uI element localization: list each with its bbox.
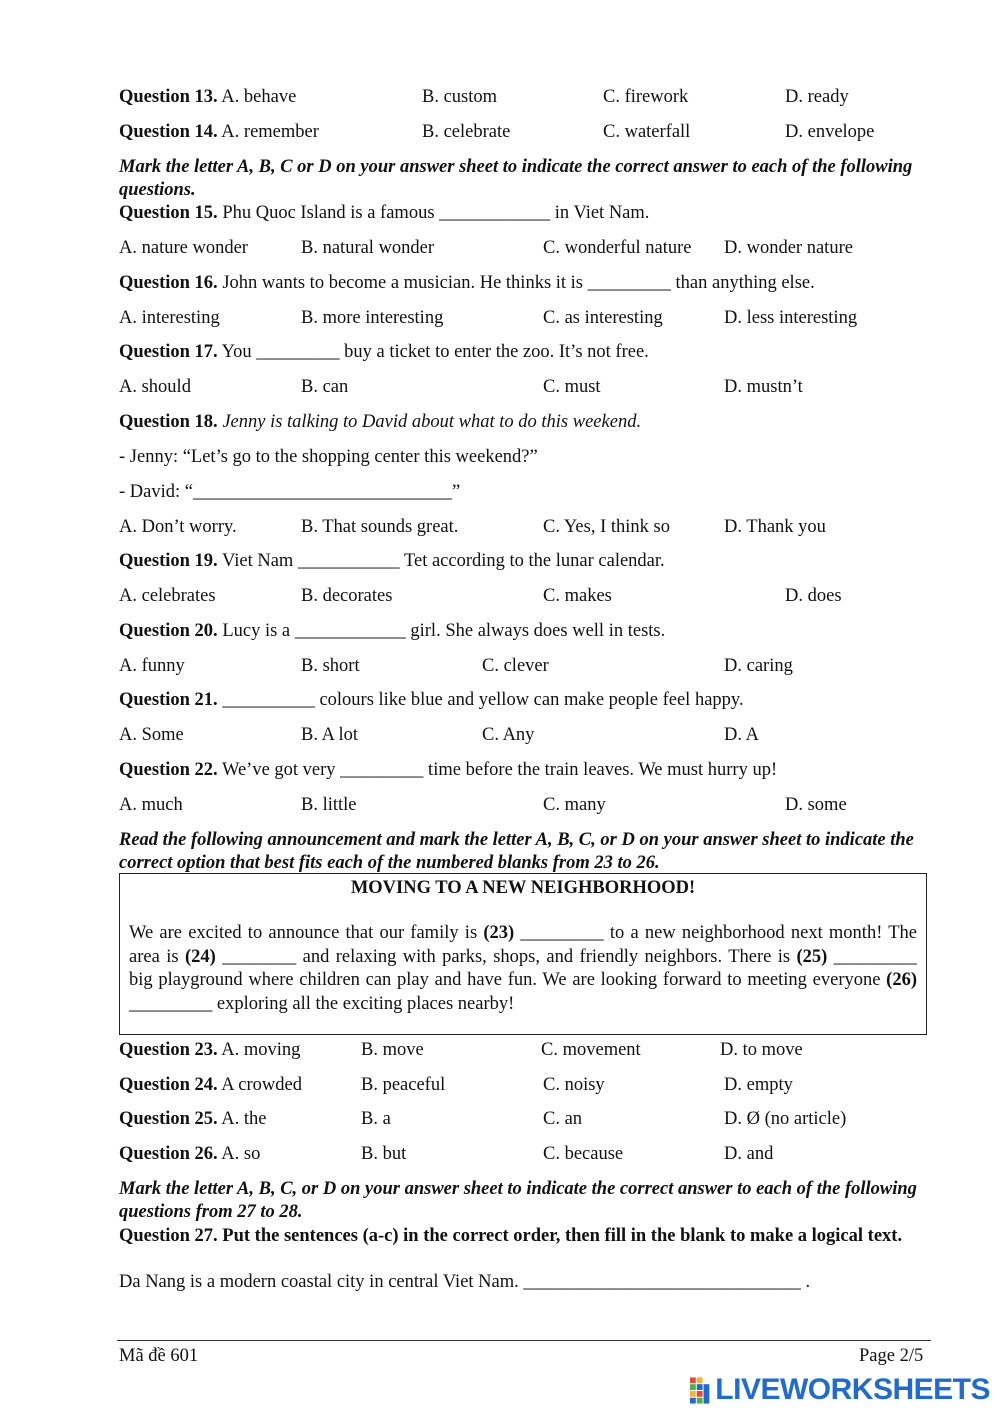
- option-b[interactable]: B. celebrate: [422, 122, 511, 142]
- question-16: [119, 273, 815, 294]
- question-23: [119, 1040, 300, 1061]
- question-15: [119, 203, 649, 224]
- option-d[interactable]: D. Ø (no article): [724, 1109, 847, 1129]
- passage-sentence: _________ big playground where children can play and have fun. We are looking forward to meeting everyone: [129, 946, 918, 990]
- question-number: Question 16.: [119, 273, 218, 293]
- question-20: [119, 621, 665, 642]
- option-c[interactable]: C. as interesting: [543, 308, 663, 328]
- question-text: You _________ buy a ticket to enter the zoo. It’s not free.: [221, 342, 649, 362]
- question-27-title: Question 27. Put the sentences (a-c) in the correct order, then fill in the blank to make a logical text.: [119, 1226, 903, 1246]
- page-number: Page 2/5: [859, 1346, 924, 1366]
- question-text: John wants to become a musician. He thinks it is _________ than anything else.: [222, 273, 815, 293]
- question-14: [119, 122, 319, 143]
- question-number: Question 23.: [119, 1040, 218, 1060]
- option-c[interactable]: C. many: [543, 795, 606, 815]
- option-d[interactable]: D. and: [724, 1144, 774, 1164]
- option-a[interactable]: A. nature wonder: [119, 238, 248, 258]
- question-24: [119, 1075, 302, 1096]
- option-a[interactable]: A. moving: [221, 1040, 301, 1060]
- option-d[interactable]: D. Thank you: [724, 517, 826, 537]
- option-b[interactable]: B. can: [301, 377, 349, 397]
- option-a[interactable]: A. remember: [221, 122, 319, 142]
- option-d[interactable]: D. caring: [724, 656, 793, 676]
- option-c[interactable]: C. movement: [541, 1040, 641, 1060]
- option-b[interactable]: B. decorates: [301, 586, 393, 606]
- question-27-text: Da Nang is a modern coastal city in central Viet Nam. ______________________________ .: [119, 1272, 811, 1292]
- question-22: [119, 760, 777, 781]
- question-number: Question 14.: [119, 122, 218, 142]
- option-c[interactable]: C. waterfall: [603, 122, 691, 142]
- option-c[interactable]: C. Yes, I think so: [543, 517, 670, 537]
- exam-code: Mã đề 601: [119, 1346, 199, 1366]
- option-d[interactable]: D. empty: [724, 1075, 793, 1095]
- announcement-title: MOVING TO A NEW NEIGHBORHOOD!: [350, 878, 696, 898]
- option-b[interactable]: B. a: [361, 1109, 391, 1129]
- question-number: Question 18.: [119, 412, 218, 432]
- option-b[interactable]: B. natural wonder: [301, 238, 435, 258]
- footer-divider: [117, 1340, 931, 1341]
- option-d[interactable]: D. does: [785, 586, 842, 606]
- option-d[interactable]: D. A: [724, 725, 759, 745]
- blank-23-label: (23): [483, 923, 515, 943]
- question-number: Question 19.: [119, 551, 218, 571]
- announcement-box: [119, 873, 927, 1035]
- question-number: Question 22.: [119, 760, 218, 780]
- option-a[interactable]: A. the: [221, 1109, 267, 1129]
- question-number: Question 17.: [119, 342, 218, 362]
- question-17: [119, 342, 649, 363]
- option-d[interactable]: D. envelope: [785, 122, 875, 142]
- passage-sentence: ________ and relaxing with parks, shops, and friendly neighbors. There is: [215, 946, 797, 967]
- logo-text: LIVEWORKSHEETS: [715, 1373, 990, 1406]
- question-number: Question 21.: [119, 690, 218, 710]
- option-a[interactable]: A crowded: [221, 1075, 302, 1095]
- option-c[interactable]: C. clever: [482, 656, 549, 676]
- option-b[interactable]: B. peaceful: [361, 1075, 446, 1095]
- question-21: [119, 690, 744, 711]
- option-a[interactable]: A. so: [221, 1144, 261, 1164]
- option-a[interactable]: A. behave: [221, 87, 297, 107]
- question-number: Question 13.: [119, 87, 218, 107]
- option-c[interactable]: C. must: [543, 377, 601, 397]
- option-b[interactable]: B. short: [301, 656, 360, 676]
- option-c[interactable]: C. noisy: [543, 1075, 605, 1095]
- passage-sentence: We are excited to announce that our family is: [129, 923, 484, 943]
- option-a[interactable]: A. celebrates: [119, 586, 216, 606]
- option-d[interactable]: D. less interesting: [724, 308, 858, 328]
- question-19: [119, 551, 665, 572]
- announcement-text: [129, 922, 917, 1016]
- dialogue-line-david: - David: “____________________________”: [119, 482, 461, 502]
- liveworksheets-logo[interactable]: [690, 1372, 990, 1408]
- option-a[interactable]: A. funny: [119, 656, 185, 676]
- question-number: Question 15.: [119, 203, 218, 223]
- question-text: Jenny is talking to David about what to do this weekend.: [222, 412, 642, 432]
- dialogue-line-jenny: - Jenny: “Let’s go to the shopping center this weekend?”: [119, 447, 538, 467]
- option-d[interactable]: D. to move: [720, 1040, 803, 1060]
- question-number: Question 24.: [119, 1075, 218, 1095]
- question-number: Question 26.: [119, 1144, 218, 1164]
- passage-sentence: _________ to a new neighborhood next month! The area is: [129, 923, 917, 967]
- option-a[interactable]: A. much: [119, 795, 183, 815]
- option-a[interactable]: A. should: [119, 377, 191, 397]
- instruction-23-26: Read the following announcement and mark the letter A, B, C, or D on your answer sheet to indicate the correct option that best fits each of the numbered blanks from 23 to 26.: [119, 830, 914, 873]
- option-c[interactable]: C. makes: [543, 586, 612, 606]
- blank-26-label: (26): [886, 970, 917, 990]
- option-b[interactable]: B. custom: [422, 87, 498, 107]
- question-text: Lucy is a ____________ girl. She always does well in tests.: [222, 621, 666, 641]
- liveworksheets-logo-icon: [690, 1375, 711, 1405]
- question-number: Question 20.: [119, 621, 218, 641]
- passage-sentence: _________ exploring all the exciting places nearby!: [129, 993, 515, 1014]
- question-13: [119, 87, 296, 108]
- option-b[interactable]: B. That sounds great.: [301, 517, 459, 537]
- option-c[interactable]: C. Any: [482, 725, 535, 745]
- option-c[interactable]: C. wonderful nature: [543, 238, 692, 258]
- option-b[interactable]: B. little: [301, 795, 357, 815]
- instruction-15-22: Mark the letter A, B, C or D on your answer sheet to indicate the correct answer to each of the following questions.: [119, 157, 913, 200]
- option-b[interactable]: B. move: [361, 1040, 424, 1060]
- option-a[interactable]: A. Some: [119, 725, 184, 745]
- question-26: [119, 1144, 260, 1165]
- option-b[interactable]: B. but: [361, 1144, 407, 1164]
- option-b[interactable]: B. more interesting: [301, 308, 444, 328]
- question-text: Phu Quoc Island is a famous ____________ in Viet Nam.: [222, 203, 650, 223]
- blank-25-label: (25): [796, 946, 828, 967]
- question-18: [119, 412, 641, 433]
- question-25: [119, 1109, 267, 1130]
- option-c[interactable]: C. because: [543, 1144, 624, 1164]
- question-text: Viet Nam ___________ Tet according to the lunar calendar.: [221, 551, 665, 571]
- option-c[interactable]: C. an: [543, 1109, 583, 1129]
- option-d[interactable]: D. ready: [785, 87, 849, 107]
- option-b[interactable]: B. A lot: [301, 725, 359, 745]
- instruction-27-28: Mark the letter A, B, C, or D on your answer sheet to indicate the correct answer to each of the following questions from 27 to 28.: [119, 1179, 917, 1222]
- option-a[interactable]: A. Don’t worry.: [119, 517, 237, 537]
- question-text: __________ colours like blue and yellow can make people feel happy.: [222, 690, 744, 710]
- option-d[interactable]: D. wonder nature: [724, 238, 853, 258]
- option-a[interactable]: A. interesting: [119, 308, 220, 328]
- question-text: We’ve got very _________ time before the train leaves. We must hurry up!: [221, 760, 778, 780]
- blank-24-label: (24): [184, 946, 216, 967]
- option-d[interactable]: D. some: [785, 795, 847, 815]
- question-number: Question 25.: [119, 1109, 218, 1129]
- option-d[interactable]: D. mustn’t: [724, 377, 803, 397]
- option-c[interactable]: C. firework: [603, 87, 689, 107]
